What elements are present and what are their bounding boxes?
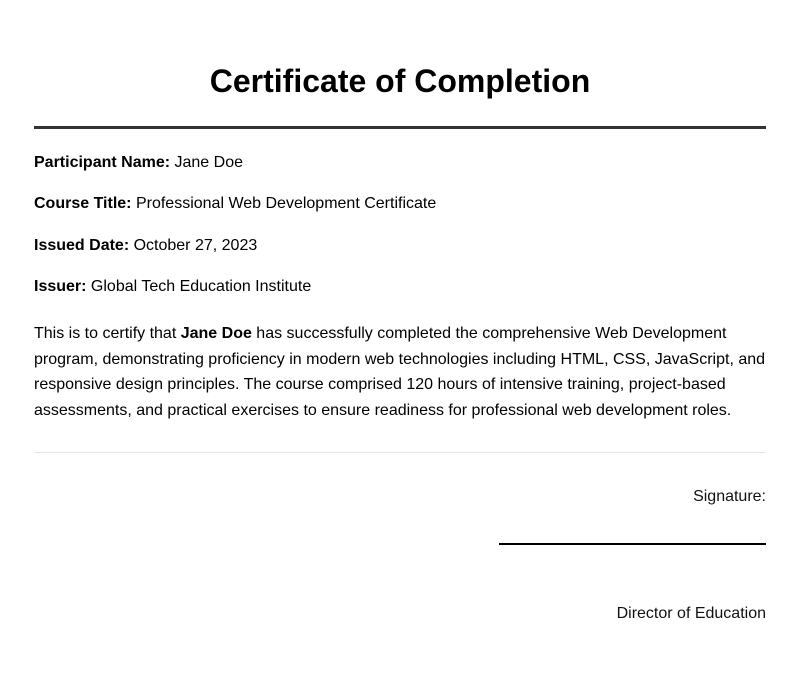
course-title-value: Professional Web Development Certificate: [135, 195, 437, 212]
section-divider: [34, 452, 766, 453]
statement-body: has successfully completed the comprehensive Web Development program, demonstrating proficiency in modern web technologies including HTML, CSS, JavaScript, and responsive design principles. The course comprised 120 hours of intensive training, project-based assessments, and practical exercises to ensure readiness for professional web development roles.: [34, 325, 766, 420]
issuer-label: Issuer:: [34, 278, 87, 295]
issued-date-field: [34, 236, 257, 256]
signature-label: Signature:: [693, 488, 766, 505]
signatory-title: Director of Education: [616, 605, 766, 622]
issued-date-label: Issued Date:: [34, 237, 130, 254]
issuer-value: Global Tech Education Institute: [90, 278, 312, 295]
certification-statement: [34, 321, 774, 424]
title-divider: [34, 126, 766, 129]
statement-intro: This is to certify that: [34, 325, 181, 342]
statement-participant-name: Jane Doe: [180, 325, 252, 342]
course-title-field: [34, 194, 436, 214]
participant-name-label: Participant Name:: [34, 154, 171, 171]
course-title-label: Course Title:: [34, 195, 132, 212]
issuer-field: [34, 277, 311, 297]
participant-name-value: Jane Doe: [174, 154, 243, 171]
signature-line: [499, 543, 766, 545]
issued-date-value: October 27, 2023: [133, 237, 258, 254]
participant-name-field: [34, 153, 243, 173]
certificate-title: Certificate of Completion: [209, 63, 591, 99]
